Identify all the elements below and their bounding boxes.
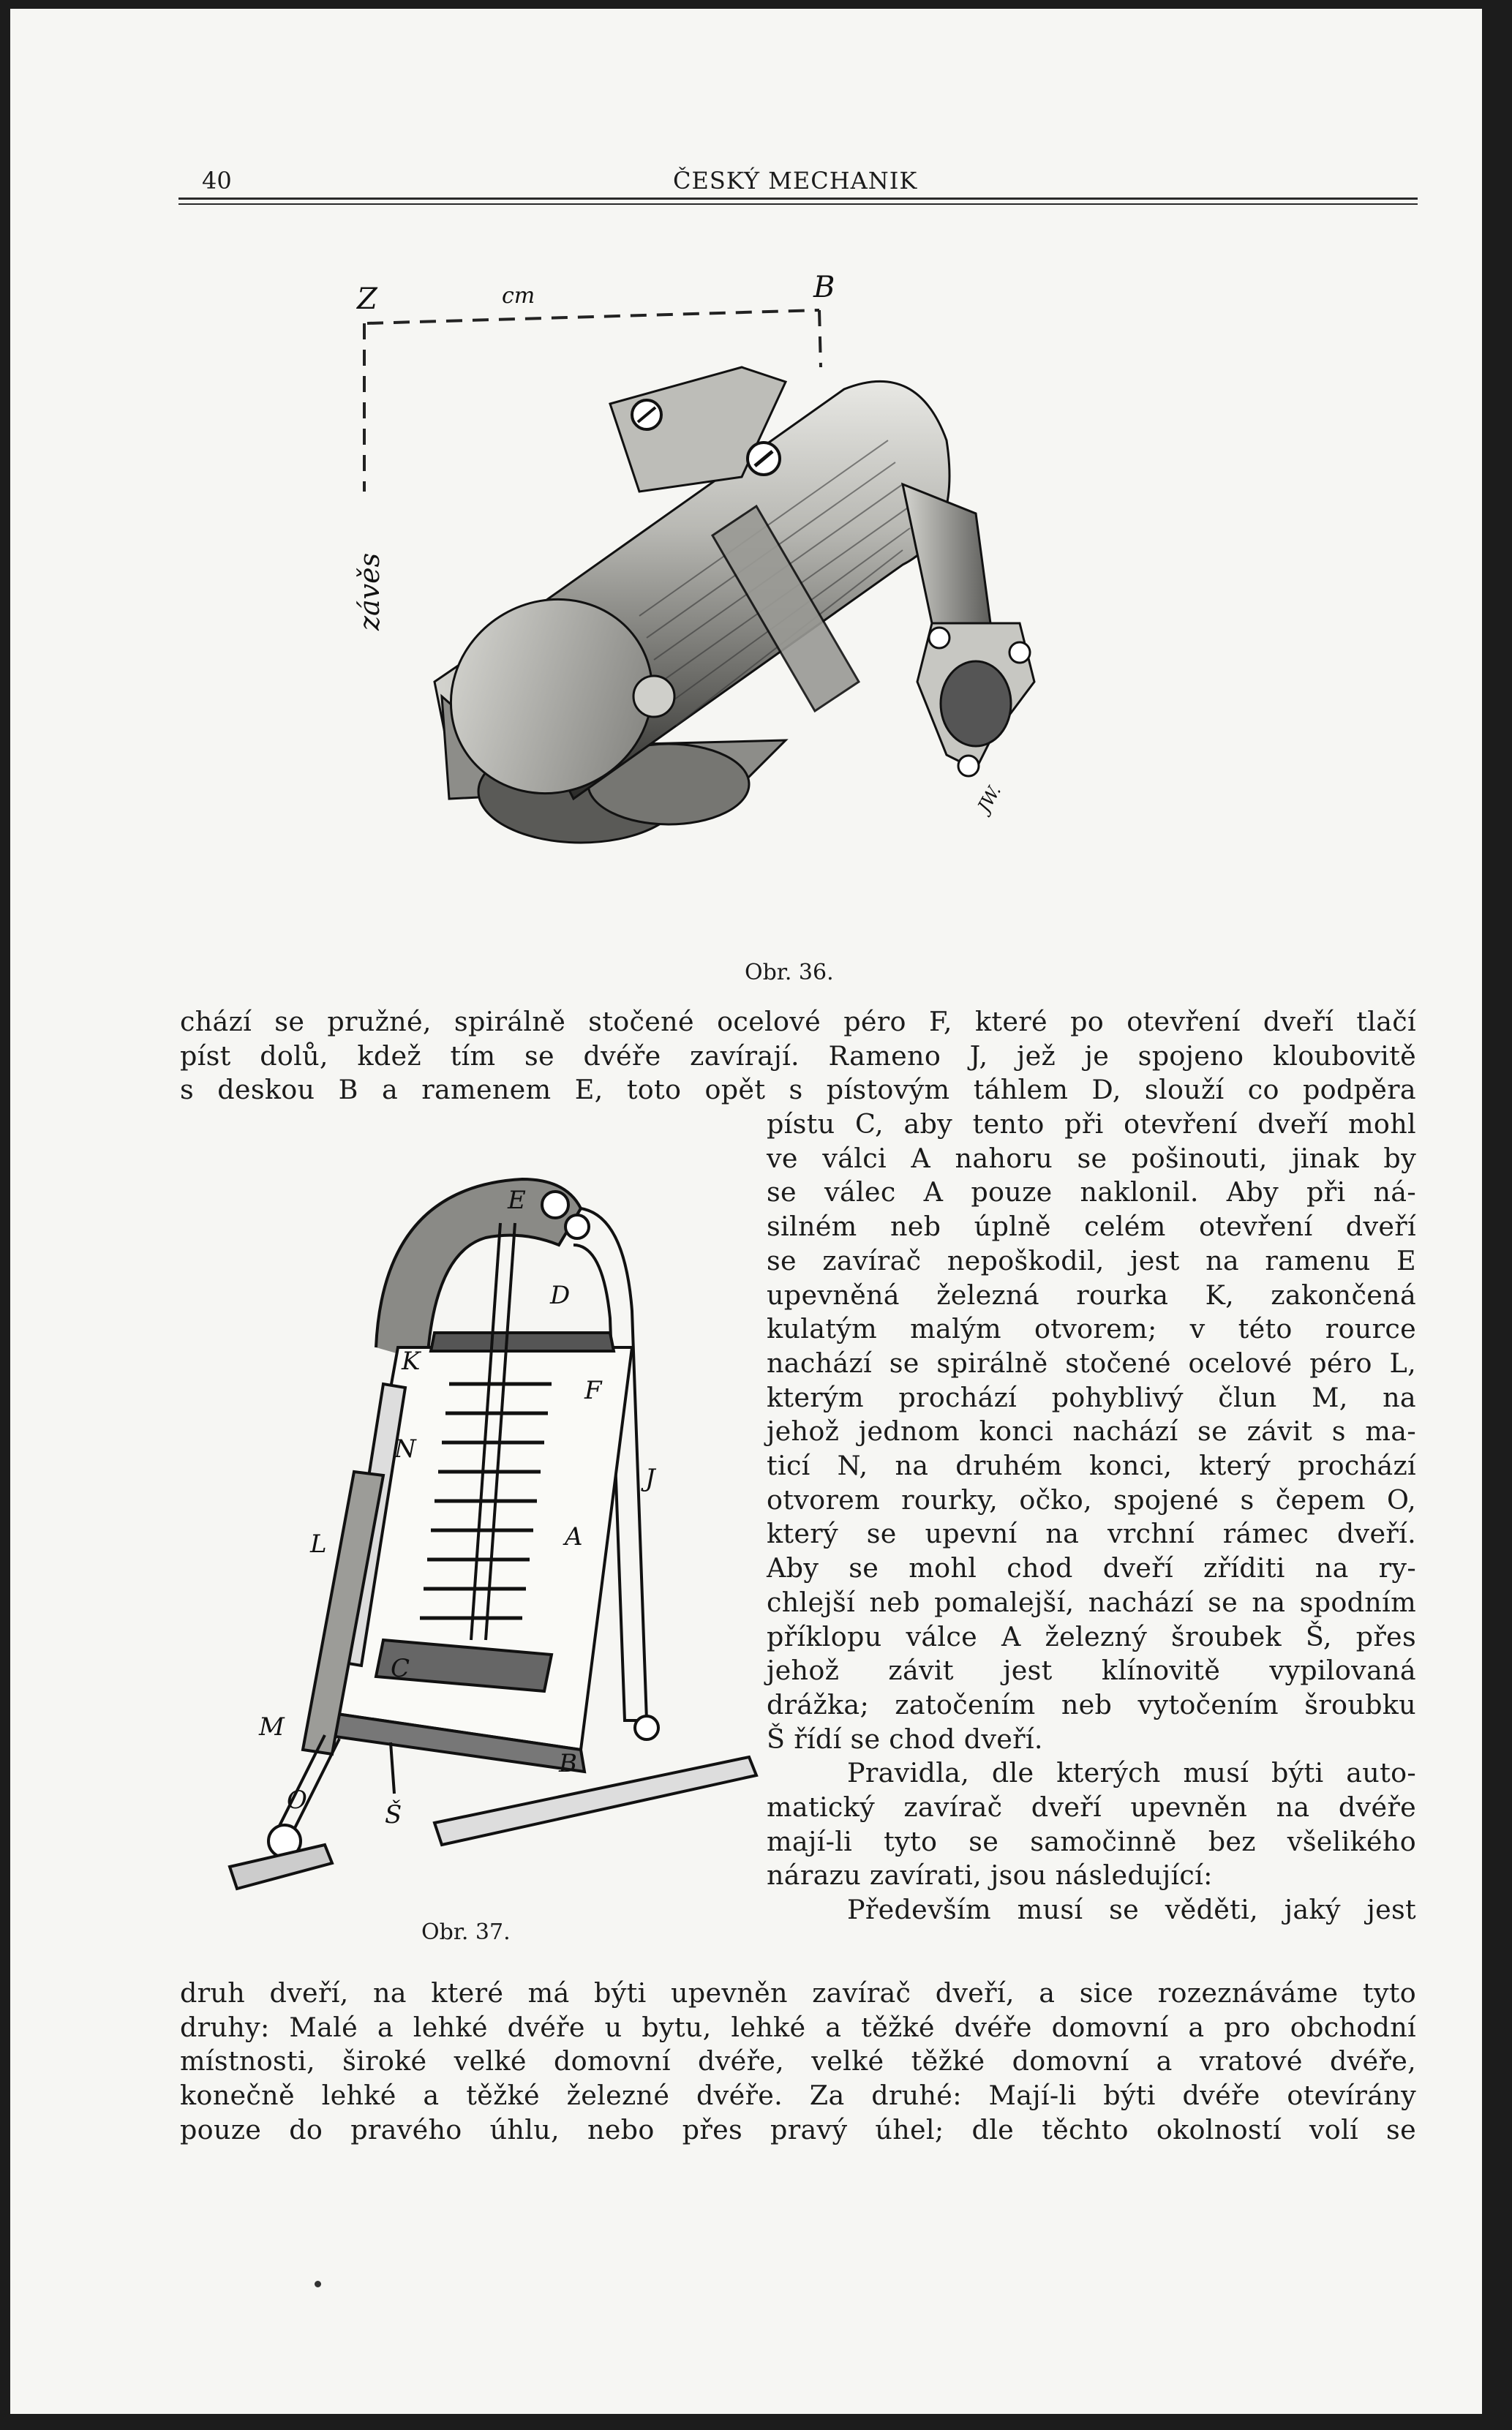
body-text-top	[180, 1005, 1416, 1107]
label-c: C	[391, 1654, 410, 1683]
book-page	[10, 9, 1482, 2414]
text-line: konečně lehké a těžké železné dvéře. Za druhé: Mají-li býti dvéře otevírány	[180, 2080, 1416, 2112]
body-text-column	[767, 1107, 1416, 1927]
text-line: Pravidla, dle kterých musí býti auto-	[847, 1757, 1416, 1789]
text-line: upevněná železná rourka K, zakončená	[767, 1279, 1416, 1311]
text-line: se válec A pouze naklonil. Aby při ná-	[767, 1176, 1416, 1208]
text-line: matický zavírač dveří upevněn na dvéře	[767, 1791, 1416, 1824]
text-line: pístu C, aby tento při otevření dveří mohl	[767, 1108, 1416, 1140]
body-text-bottom	[180, 1976, 1416, 2148]
text-line: ve válci A nahoru se pošinouti, jinak by	[767, 1142, 1416, 1174]
label-k: K	[402, 1347, 421, 1376]
text-line: kterým prochází pohyblivý člun M, na	[767, 1381, 1416, 1413]
text-line: Především musí se věděti, jaký jest	[847, 1894, 1416, 1926]
label-z: Z	[357, 282, 377, 316]
text-line: kulatým malým otvorem; v této rource	[767, 1313, 1416, 1345]
figure-37-cross-section	[215, 1165, 771, 1896]
label-zaves: závěs	[353, 552, 385, 631]
figure-37-caption: Obr. 37.	[421, 1919, 511, 1945]
label-m: M	[259, 1712, 285, 1742]
label-b: B	[559, 1749, 577, 1778]
text-line: druh dveří, na které má býti upevněn zavírač dveří, a sice rozeznáváme tyto	[180, 1977, 1416, 2009]
text-line: nárazu zavírati, jsou následující:	[767, 1859, 1213, 1892]
text-line: chází se pružné, spirálně stočené ocelové péro F, které po otevření dveří tlačí	[180, 1006, 1416, 1037]
text-line: mají-li tyto se samočinně bez všelikého	[767, 1825, 1416, 1857]
text-line: jehož jednom konci nachází se závit s ma-	[767, 1415, 1416, 1448]
text-line: který se upevní na vrchní rámec dveří.	[767, 1518, 1416, 1550]
label-a: A	[565, 1522, 583, 1551]
ink-speck	[315, 2281, 321, 2287]
text-line: příklopu válce A železný šroubek Š, přes	[767, 1620, 1416, 1652]
label-f: F	[584, 1376, 602, 1405]
label-o: O	[287, 1786, 307, 1815]
text-line: ticí N, na druhém konci, který prochází	[767, 1450, 1416, 1482]
figure-36-caption: Obr. 36.	[745, 960, 834, 985]
text-line: nachází se spirálně stočené ocelové péro L,	[767, 1347, 1416, 1379]
text-line: Š řídí se chod dveří.	[767, 1723, 1043, 1755]
text-line: drážka; zatočením neb vytočením šroubku	[767, 1688, 1416, 1720]
text-line: jehož závit jest klínovitě vypilovaná	[767, 1655, 1416, 1687]
engraver-signature: JW.	[973, 781, 1006, 816]
text-line: chlejší neb pomalejší, nachází se na spodním	[767, 1586, 1416, 1618]
label-n: N	[394, 1434, 416, 1464]
text-line: píst dolů, kdež tím se dvéře zavírají. Rameno J, jež je spojeno kloubovitě	[180, 1039, 1416, 1072]
label-b: B	[813, 272, 835, 304]
text-line: se zavírač nepoškodil, jest na ramenu E	[767, 1244, 1416, 1276]
label-l: L	[310, 1530, 327, 1559]
text-line: otvorem rourky, očko, spojené s čepem O,	[767, 1483, 1416, 1516]
running-title: ČESKÝ MECHANIK	[673, 167, 918, 195]
header-rule-top	[178, 198, 1418, 200]
label-s: Š	[385, 1800, 402, 1829]
text-line: místnosti, široké velké domovní dvéře, velké těžké domovní a vratové dvéře,	[180, 2045, 1416, 2077]
page-number: 40	[202, 167, 232, 195]
text-line: druhy: Malé a lehké dvéře u bytu, lehké a těžké dvéře domovní a pro obchodní	[180, 2011, 1416, 2043]
label-j: J	[645, 1464, 655, 1493]
label-cm: cm	[502, 283, 535, 309]
text-line: s deskou B a ramenem E, toto opět s pístovým táhlem D, slouží co podpěra	[180, 1074, 1416, 1106]
text-line: silném neb úplně celém otevření dveří	[767, 1211, 1416, 1243]
label-d: D	[550, 1281, 571, 1310]
text-line: pouze do pravého úhlu, nebo přes pravý úhel; dle těchto okolností volí se	[180, 2113, 1416, 2145]
figure-36-door-closer	[332, 272, 1283, 930]
text-line: Aby se mohl chod dveří zříditi na ry-	[767, 1552, 1416, 1584]
header-rule-bottom	[178, 203, 1418, 205]
label-e: E	[508, 1186, 526, 1215]
